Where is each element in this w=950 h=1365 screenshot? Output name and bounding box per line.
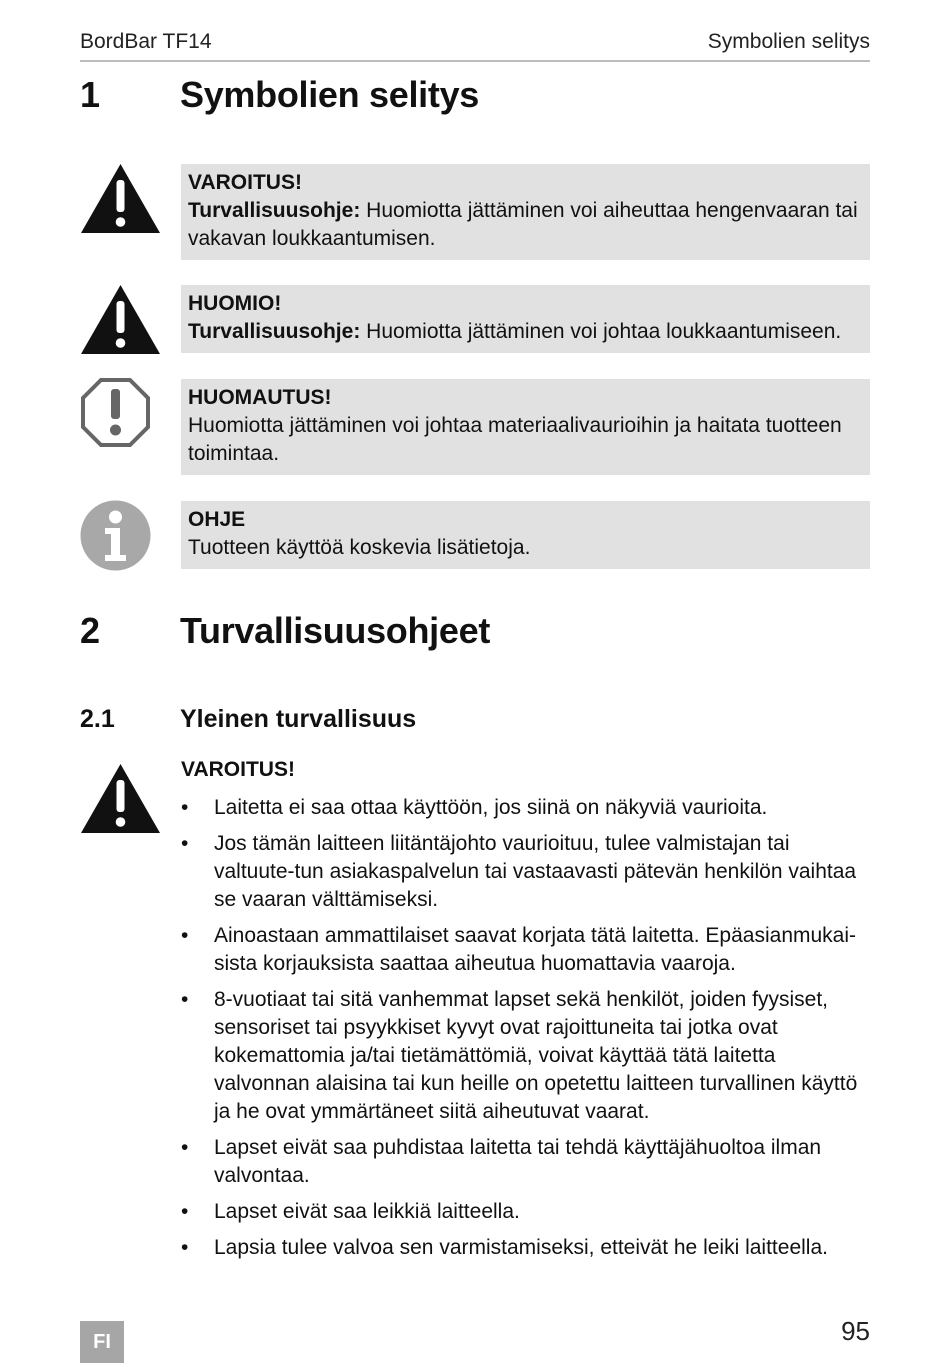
notice-label: OHJE (188, 508, 246, 531)
warning-triangle-icon (80, 763, 161, 834)
list-item (181, 794, 873, 822)
warning-triangle-icon (80, 163, 161, 234)
notice-box-warning (181, 164, 870, 260)
list-item-text: Ainoastaan ammattilaiset saavat korjata tätä laitetta. Epäasianmukai-sista korjauksista saattaa aiheutua huomattavia vaaroja. (214, 924, 857, 975)
list-item (181, 1134, 873, 1190)
notice-box-notice (181, 379, 870, 475)
safety-list (181, 794, 873, 1270)
bullet-icon: • (181, 988, 189, 1011)
bullet-icon: • (181, 1136, 189, 1159)
list-item (181, 986, 873, 1126)
notice-prefix: Turvallisuusohje: (188, 199, 361, 222)
list-item-text: Laitetta ei saa ottaa käyttöön, jos siinä on näkyviä vaurioita. (214, 796, 768, 819)
info-icon (80, 500, 151, 571)
page-number: 95 (841, 1316, 870, 1346)
list-item-text: Jos tämän laitteen liitäntäjohto vaurioituu, tulee valmistajan tai valtuute-tun asiakaspalvelun tai vastaavasti pätevän henkilön vaihtaa se vaaran välttämiseksi. (214, 832, 857, 911)
list-item-text: Lapset eivät saa leikkiä laitteella. (214, 1200, 520, 1223)
warning-label: VAROITUS! (181, 758, 295, 781)
bullet-icon: • (181, 1200, 189, 1223)
notice-prefix: Turvallisuusohje: (188, 320, 361, 343)
list-item (181, 1198, 873, 1226)
section-number: 1 (80, 74, 100, 115)
notice-body: Huomiotta jättäminen voi aiheuttaa hengenvaaran tai vakavan loukkaantumisen. (188, 199, 858, 250)
notice-text: Huomiotta jättäminen voi johtaa materiaalivaurioihin ja haitata tuotteen toimintaa. (188, 414, 842, 465)
notice-label: HUOMAUTUS! (188, 386, 332, 409)
warning-triangle-icon (80, 284, 161, 355)
list-item (181, 1234, 873, 1262)
list-item-text: Lapsia tulee valvoa sen varmistamiseksi, etteivät he leiki laitteella. (214, 1236, 828, 1259)
language-badge: FI (80, 1321, 124, 1363)
list-item (181, 830, 873, 914)
notice-box-caution (181, 285, 870, 353)
subsection-title: Yleinen turvallisuus (180, 705, 417, 733)
notice-body: Huomiotta jättäminen voi johtaa loukkaantumiseen. (360, 320, 842, 343)
section-title: Symbolien selitys (180, 74, 480, 115)
section-number: 2 (80, 610, 100, 651)
page-header (80, 28, 870, 62)
notice-label: HUOMIO! (188, 292, 282, 315)
list-item (181, 922, 873, 978)
notice-box-info (181, 501, 870, 569)
notice-text (188, 199, 858, 250)
bullet-icon: • (181, 1236, 189, 1259)
header-product-name: BordBar TF14 (80, 30, 212, 53)
octagon-exclamation-icon (80, 377, 151, 448)
list-item-text: 8-vuotiaat tai sitä vanhemmat lapset sekä henkilöt, joiden fyysiset, sensoriset tai psyykkiset kyvyt ovat rajoittuneita tai jotka ovat kokemattomia ja/tai tietämättömiä, voivat käyttää tätä laitetta valvonnan alaisina tai kun heille on opetettu laitteen turvallinen käyttö ja he ovat ymmärtäneet siitä aiheutuvat vaarat. (214, 988, 858, 1123)
header-section-name: Symbolien selitys (707, 30, 870, 53)
subsection-number: 2.1 (80, 705, 115, 733)
bullet-icon: • (181, 924, 189, 947)
list-item-text: Lapset eivät saa puhdistaa laitetta tai tehdä käyttäjähuoltoa ilman valvontaa. (214, 1136, 822, 1187)
notice-label: VAROITUS! (188, 171, 302, 194)
bullet-icon: • (181, 832, 189, 855)
bullet-icon: • (181, 796, 189, 819)
notice-text: Tuotteen käyttöä koskevia lisätietoja. (188, 536, 531, 559)
section-title: Turvallisuusohjeet (180, 610, 491, 651)
notice-text (188, 320, 841, 343)
